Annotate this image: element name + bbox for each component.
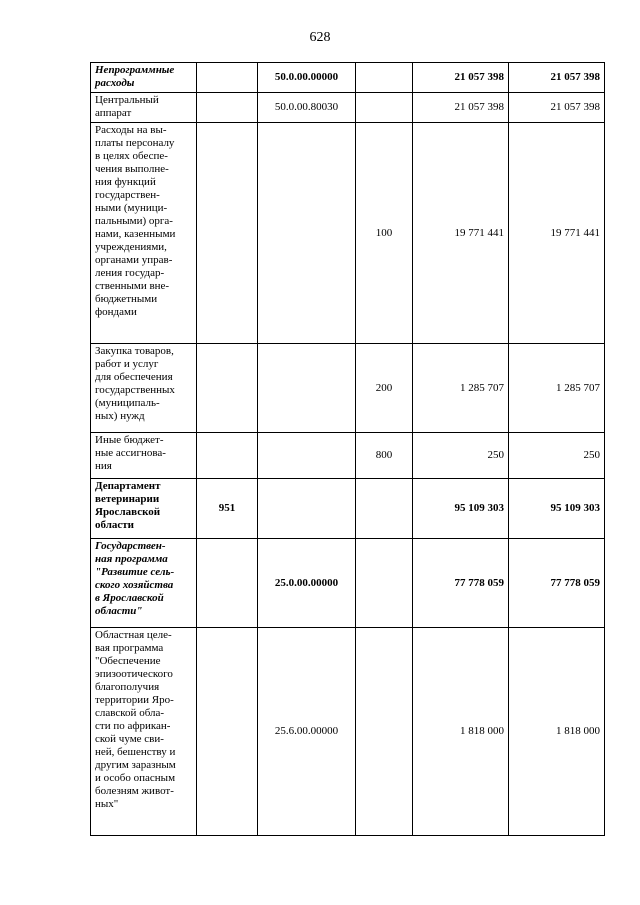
row-amount-2: 19 771 441 bbox=[509, 123, 605, 344]
row-code: 25.0.00.00000 bbox=[258, 539, 356, 628]
row-amount-1: 250 bbox=[413, 433, 509, 479]
row-code bbox=[258, 344, 356, 433]
row-amount-1: 1 285 707 bbox=[413, 344, 509, 433]
row-code bbox=[258, 479, 356, 539]
row-type bbox=[356, 93, 413, 123]
row-amount-2: 77 778 059 bbox=[509, 539, 605, 628]
row-amount-1: 77 778 059 bbox=[413, 539, 509, 628]
row-amount-2: 1 285 707 bbox=[509, 344, 605, 433]
row-type bbox=[356, 628, 413, 836]
row-dept: 951 bbox=[197, 479, 258, 539]
row-code: 25.6.00.00000 bbox=[258, 628, 356, 836]
row-type: 800 bbox=[356, 433, 413, 479]
row-amount-1: 95 109 303 bbox=[413, 479, 509, 539]
row-name: Непрограммные расходы bbox=[91, 63, 197, 93]
row-code: 50.0.00.00000 bbox=[258, 63, 356, 93]
table-row bbox=[91, 344, 605, 433]
row-dept bbox=[197, 628, 258, 836]
row-amount-2: 21 057 398 bbox=[509, 63, 605, 93]
row-name: Иные бюджет- ные ассигнова- ния bbox=[91, 433, 197, 479]
row-amount-2: 95 109 303 bbox=[509, 479, 605, 539]
table-row bbox=[91, 433, 605, 479]
table-row bbox=[91, 479, 605, 539]
table-row bbox=[91, 628, 605, 836]
table-row bbox=[91, 93, 605, 123]
row-name: Государствен- ная программа "Развитие сель- ского хозяйства в Ярославской области" bbox=[91, 539, 197, 628]
row-code: 50.0.00.80030 bbox=[258, 93, 356, 123]
row-dept bbox=[197, 93, 258, 123]
row-type: 100 bbox=[356, 123, 413, 344]
budget-table bbox=[90, 62, 605, 836]
row-name: Департамент ветеринарии Ярославской области bbox=[91, 479, 197, 539]
row-type bbox=[356, 539, 413, 628]
table-row bbox=[91, 63, 605, 93]
row-amount-1: 21 057 398 bbox=[413, 63, 509, 93]
row-dept bbox=[197, 63, 258, 93]
row-code bbox=[258, 433, 356, 479]
row-dept bbox=[197, 123, 258, 344]
row-type bbox=[356, 479, 413, 539]
row-amount-2: 250 bbox=[509, 433, 605, 479]
row-amount-2: 1 818 000 bbox=[509, 628, 605, 836]
row-name: Центральный аппарат bbox=[91, 93, 197, 123]
row-name: Областная целе- вая программа "Обеспечение эпизоотического благополучия территории Яро- славской обла- сти по африкан- ской чуме сви- ней, бешенству и другим заразным и особо опасным болезням живот- ных" bbox=[91, 628, 197, 836]
row-dept bbox=[197, 433, 258, 479]
row-code bbox=[258, 123, 356, 344]
row-amount-2: 21 057 398 bbox=[509, 93, 605, 123]
row-dept bbox=[197, 539, 258, 628]
row-type bbox=[356, 63, 413, 93]
row-name: Закупка товаров, работ и услуг для обеспечения государственных (муниципаль- ных) нужд bbox=[91, 344, 197, 433]
table-row bbox=[91, 123, 605, 344]
row-amount-1: 19 771 441 bbox=[413, 123, 509, 344]
table-row bbox=[91, 539, 605, 628]
row-amount-1: 1 818 000 bbox=[413, 628, 509, 836]
row-name: Расходы на вы- платы персоналу в целях обеспе- чения выполне- ния функций государствен- ными (муници- пальными) орга- нами, казенными учреждениями, органами управ- ления государ- ственными вне- бюджетными фондами bbox=[91, 123, 197, 344]
row-type: 200 bbox=[356, 344, 413, 433]
row-dept bbox=[197, 344, 258, 433]
row-amount-1: 21 057 398 bbox=[413, 93, 509, 123]
page-number: 628 bbox=[309, 30, 331, 45]
